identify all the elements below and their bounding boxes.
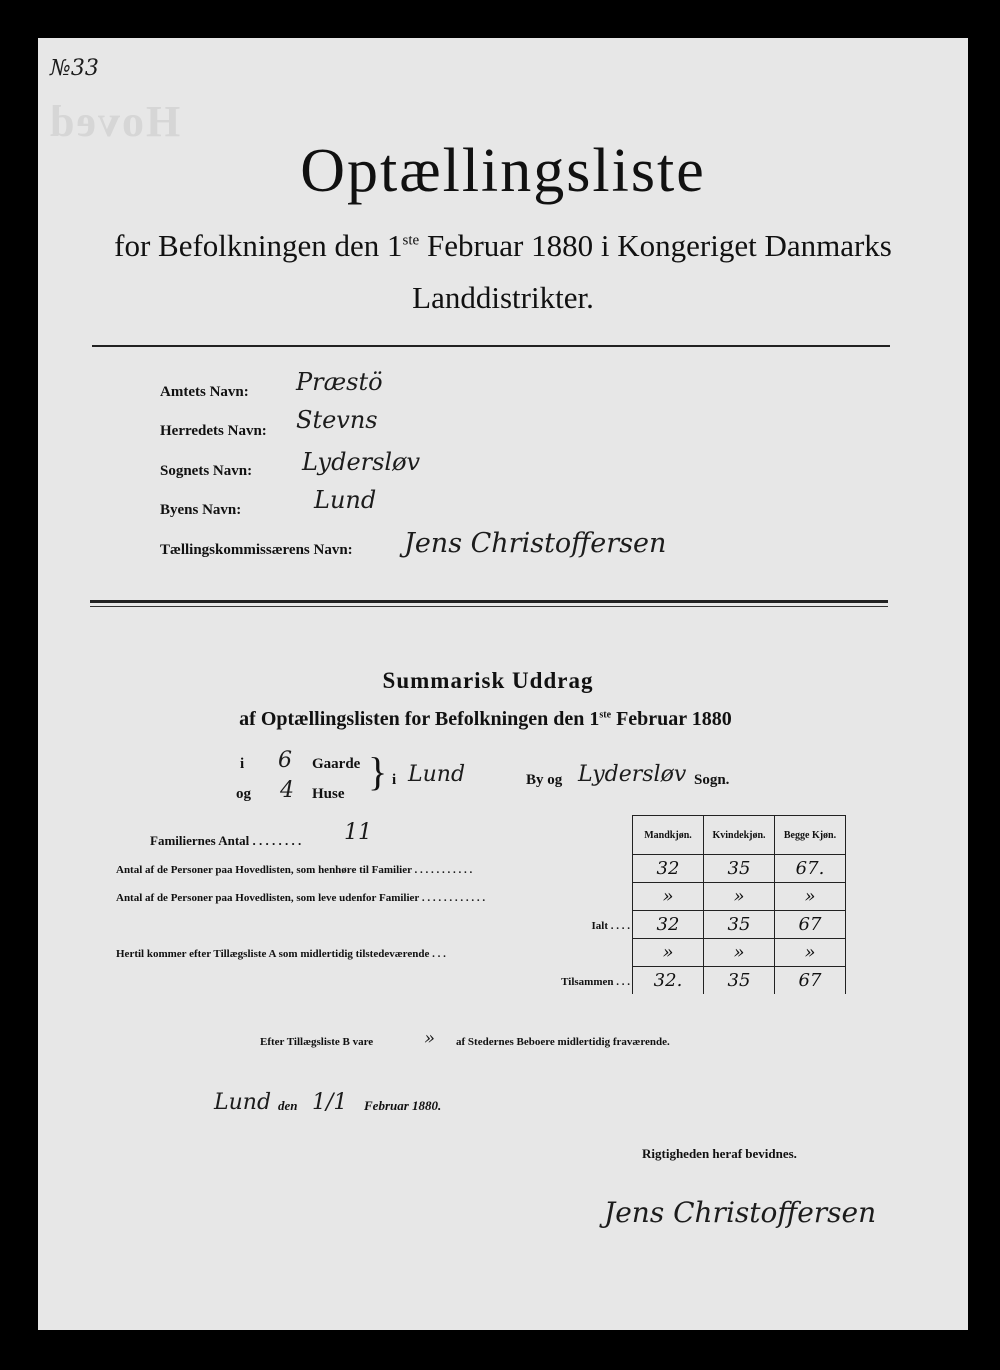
double-rule-top xyxy=(90,600,888,603)
double-rule-bottom xyxy=(90,606,888,607)
huse-label: Huse xyxy=(312,786,345,802)
header-begge: Begge Kjøn. xyxy=(775,816,846,855)
tillaeg-b-value: » xyxy=(424,1028,436,1049)
row-label-tillaeg-a: Hertil kommer efter Tillægsliste A som midlertidig tilstedeværende . . . xyxy=(116,948,446,960)
location-sogn: Lydersløv xyxy=(578,762,687,787)
cell-r3-b: 67 xyxy=(775,911,846,939)
signature: Jens Christoffersen xyxy=(604,1196,877,1229)
cell-r4-b: » xyxy=(775,939,846,967)
date-month-year: Februar 1880. xyxy=(364,1098,442,1113)
huse-count: 4 xyxy=(280,778,294,803)
summary-title: Summarisk Uddrag xyxy=(382,668,594,693)
sogn-value: Lydersløv xyxy=(302,448,421,476)
by-value: Lund xyxy=(314,486,377,514)
census-form-page xyxy=(38,38,968,1330)
subtitle-sup: ste xyxy=(402,232,420,249)
cell-r3-k: 35 xyxy=(704,911,775,939)
row-label-udenfor: Antal af de Personer paa Hovedlisten, som leve udenfor Familier . . . . . . . . . . . . xyxy=(116,892,486,904)
cell-r1-m: 32 xyxy=(633,855,704,883)
corner-number: №33 xyxy=(50,56,99,81)
date-den: den xyxy=(278,1098,298,1113)
counts-header-row xyxy=(633,816,846,855)
table-row xyxy=(633,883,846,911)
cell-r2-m: » xyxy=(633,883,704,911)
sogn-label: Sognets Navn: xyxy=(160,463,253,479)
table-row xyxy=(633,855,846,883)
cell-r5-b: 67 xyxy=(775,967,846,995)
page-subtitle xyxy=(38,228,968,264)
kommissaer-label: Tællingskommissærens Navn: xyxy=(160,542,353,558)
row-label-familier: Antal af de Personer paa Hovedlisten, som henhøre til Familier . . . . . . . . . . . xyxy=(116,864,473,876)
tillaeg-b-before: Efter Tillægsliste B vare xyxy=(260,1036,374,1048)
amt-label: Amtets Navn: xyxy=(160,384,249,400)
herred-label: Herredets Navn: xyxy=(160,423,267,439)
sogn-label-suffix: Sogn. xyxy=(694,772,730,788)
cell-r3-m: 32 xyxy=(633,911,704,939)
cell-r5-m: 32. xyxy=(633,967,704,995)
huse-og: og xyxy=(236,786,251,802)
summary-subtitle xyxy=(38,708,933,731)
counts-table xyxy=(632,815,846,994)
brace: } xyxy=(368,749,388,794)
by-label: Byens Navn: xyxy=(160,502,242,518)
attestation: Rigtigheden heraf bevidnes. xyxy=(642,1146,797,1161)
subtitle-after: Februar 1880 i Kongeriget Danmarks xyxy=(419,228,892,263)
summary-sub-before: af Optællingslisten for Befolkningen den 1 xyxy=(239,708,600,730)
location-by: Lund xyxy=(408,762,466,787)
header-kvindekjon: Kvindekjøn. xyxy=(704,816,775,855)
location-i: i xyxy=(392,772,397,788)
header-mandkjon: Mandkjøn. xyxy=(633,816,704,855)
familier-label: Familiernes Antal . . . . . . . . xyxy=(150,833,302,848)
cell-r1-b: 67. xyxy=(775,855,846,883)
kommissaer-value: Jens Christoffersen xyxy=(404,528,667,559)
summary-sub-sup: ste xyxy=(599,709,612,721)
herred-value: Stevns xyxy=(296,406,378,434)
header-divider xyxy=(92,345,890,347)
subtitle-before: for Befolkningen den 1 xyxy=(114,228,403,263)
row-label-tilsammen: Tilsammen . . . xyxy=(561,976,630,988)
amt-value: Præstö xyxy=(296,368,383,396)
gaarde-i: i xyxy=(240,756,245,772)
by-og-label: By og xyxy=(526,772,563,788)
familier-value: 11 xyxy=(344,820,372,845)
gaarde-count: 6 xyxy=(278,748,292,773)
page-title: Optællingsliste xyxy=(300,137,706,205)
cell-r1-k: 35 xyxy=(704,855,775,883)
cell-r4-k: » xyxy=(704,939,775,967)
table-row xyxy=(633,939,846,967)
date-day: 1/1 xyxy=(312,1090,348,1115)
page-subtitle-line2: Landdistrikter. xyxy=(412,280,594,315)
cell-r5-k: 35 xyxy=(704,967,775,995)
cell-r2-k: » xyxy=(704,883,775,911)
summary-sub-after: Februar 1880 xyxy=(611,708,732,730)
gaarde-label: Gaarde xyxy=(312,756,361,772)
bleed-through-text: Hoved xyxy=(48,97,181,146)
date-place: Lund xyxy=(214,1090,272,1115)
table-row xyxy=(633,967,846,995)
cell-r2-b: » xyxy=(775,883,846,911)
tillaeg-b-after: af Stedernes Beboere midlertidig fraværende. xyxy=(456,1036,670,1048)
table-row xyxy=(633,911,846,939)
cell-r4-m: » xyxy=(633,939,704,967)
row-label-ialt: Ialt . . . . xyxy=(591,920,630,932)
